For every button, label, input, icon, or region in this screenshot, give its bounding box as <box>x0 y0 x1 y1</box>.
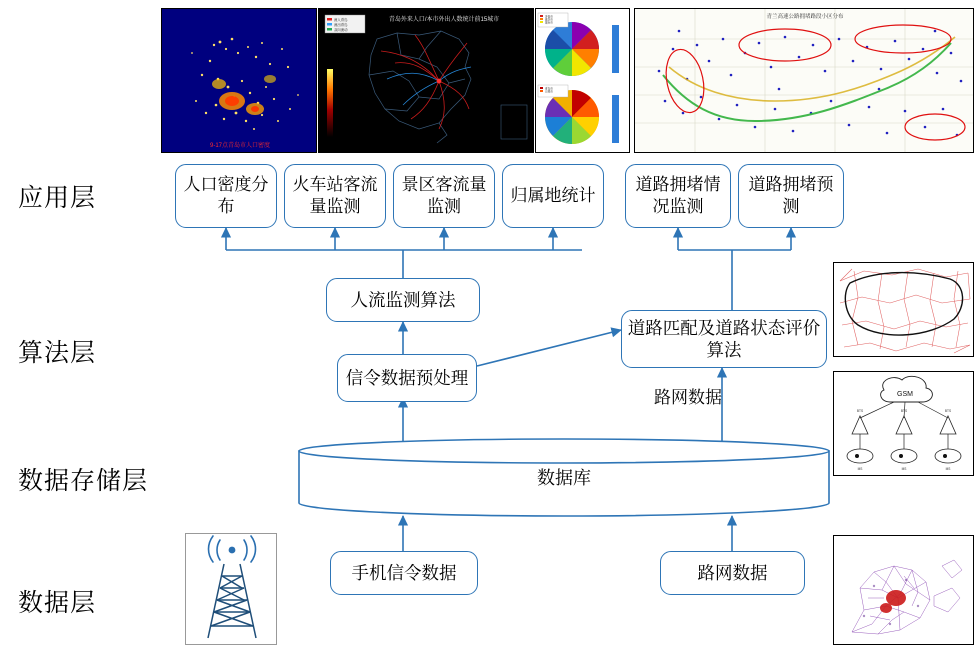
node-road-congestion-monitor-label: 道路拥堵情况监测 <box>635 175 721 216</box>
pie-charts-image <box>536 9 630 153</box>
node-database[interactable] <box>297 437 831 517</box>
layer-label-application: 应用层 <box>18 185 97 212</box>
thumbnail-population-heatmap <box>161 8 317 153</box>
population-heatmap-image <box>162 9 317 153</box>
node-train-station-flow[interactable] <box>284 164 386 228</box>
node-road-match-evaluate[interactable] <box>621 310 827 368</box>
svg-text:流出青岛: 流出青岛 <box>334 23 348 27</box>
node-scenic-flow-label: 景区客流量监测 <box>401 175 487 216</box>
svg-text:烟台市: 烟台市 <box>545 21 553 25</box>
node-mobile-signaling-data[interactable] <box>330 551 478 595</box>
thumbnail-road-network-map <box>833 535 974 645</box>
svg-text:MS: MS <box>945 467 951 471</box>
node-mobile-signaling-data-label: 手机信令数据 <box>351 562 457 583</box>
svg-text:流入青岛: 流入青岛 <box>334 18 348 22</box>
thumbnail-migration-map <box>318 8 534 153</box>
svg-text:MS: MS <box>857 467 863 471</box>
thumbnail-pie-charts <box>535 8 630 153</box>
svg-text:MS: MS <box>901 467 907 471</box>
node-signaling-preprocess-label: 信令数据预处理 <box>345 367 469 388</box>
road-network-map-image <box>834 536 974 645</box>
thumbnail-voronoi-cells <box>833 262 974 357</box>
node-train-station-flow-label: 火车站客流量监测 <box>292 175 378 216</box>
node-scenic-flow[interactable] <box>393 164 495 228</box>
node-pop-density[interactable] <box>175 164 277 228</box>
node-crowd-flow-algorithm[interactable] <box>326 278 480 322</box>
node-crowd-flow-algorithm-label: 人流监测算法 <box>350 289 456 310</box>
svg-text:双向流动: 双向流动 <box>334 28 348 32</box>
layer-label-data: 数据层 <box>18 590 97 617</box>
node-database-label: 数据库 <box>537 468 591 488</box>
node-origin-stats[interactable] <box>502 164 604 228</box>
svg-text:BTS: BTS <box>900 409 908 413</box>
svg-text:青岛外来人口/本市外出人数统计前15城市: 青岛外来人口/本市外出人数统计前15城市 <box>388 17 500 23</box>
svg-text:9-17点青岛市人口密度: 9-17点青岛市人口密度 <box>209 143 271 149</box>
thumbnail-gsm-network <box>833 371 974 476</box>
thumbnail-highway-scatter <box>634 8 974 153</box>
node-road-congestion-forecast[interactable] <box>738 164 844 228</box>
svg-text:青兰高速公路拥堵路段小区分布: 青兰高速公路拥堵路段小区分布 <box>766 14 844 20</box>
svg-text:潍坊市: 潍坊市 <box>545 18 553 22</box>
svg-text:BTS: BTS <box>856 409 864 413</box>
node-origin-stats-label: 归属地统计 <box>510 186 596 206</box>
node-road-network-data[interactable] <box>660 551 805 595</box>
svg-text:日照市: 日照市 <box>545 90 553 94</box>
svg-text:济南市: 济南市 <box>545 15 553 19</box>
edge-label-road-network: 路网数据 <box>654 388 722 407</box>
svg-text:GSM: GSM <box>897 391 913 398</box>
thumbnail-cell-tower <box>185 533 277 645</box>
node-road-congestion-forecast-label: 道路拥堵预测 <box>748 175 834 216</box>
node-road-match-evaluate-label: 道路匹配及道路状态评价算法 <box>627 317 821 360</box>
highway-scatter-image <box>635 9 974 153</box>
layer-label-storage: 数据存储层 <box>18 468 149 495</box>
node-signaling-preprocess[interactable] <box>337 354 477 402</box>
node-road-congestion-monitor[interactable] <box>625 164 731 228</box>
gsm-network-image <box>834 372 974 476</box>
migration-map-image <box>319 9 534 153</box>
node-pop-density-label: 人口密度分布 <box>183 175 269 216</box>
svg-text:青岛市: 青岛市 <box>545 87 553 91</box>
voronoi-cells-image <box>834 263 974 357</box>
svg-text:BTS: BTS <box>944 409 952 413</box>
cell-tower-image <box>186 534 277 645</box>
node-road-network-data-label: 路网数据 <box>697 562 768 583</box>
layer-label-algorithm: 算法层 <box>18 340 97 367</box>
